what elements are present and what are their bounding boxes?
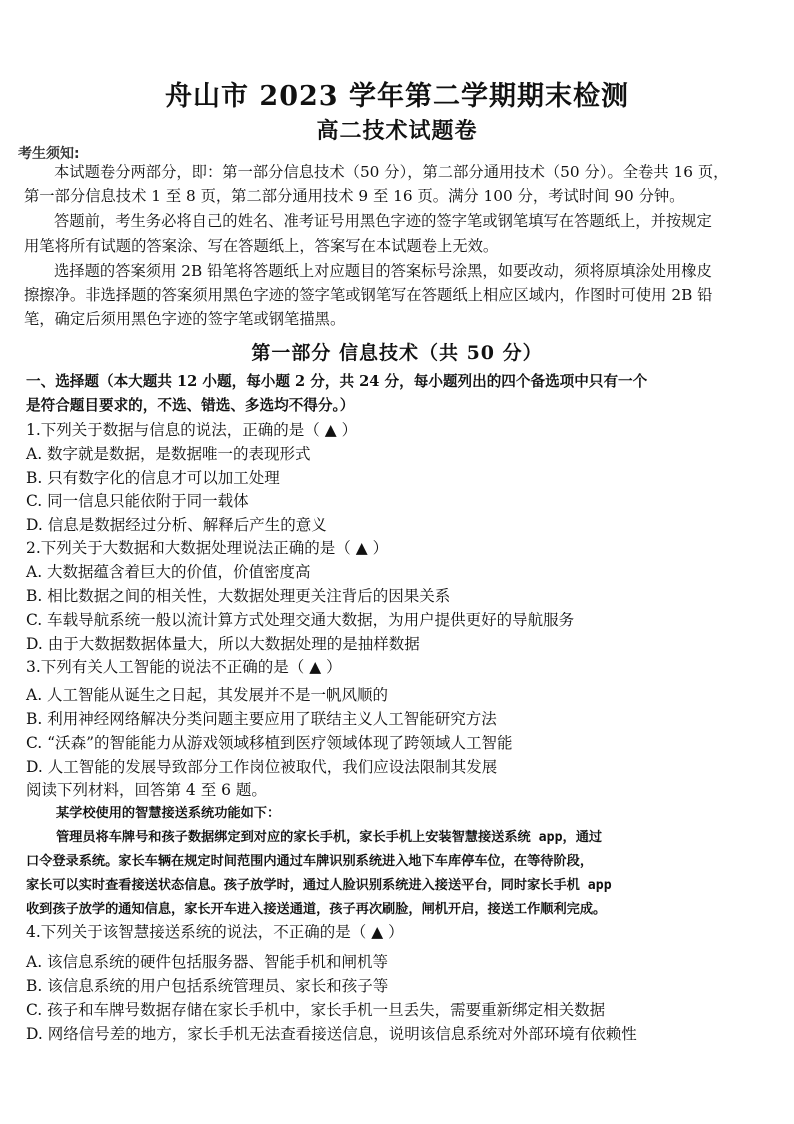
material-line: 管理员将车牌号和孩子数据绑定到对应的家长手机，家长手机上安装智慧接送系统 app，通过: [56, 830, 603, 845]
question-stem: 2.下列关于大数据和大数据处理说法正确的是（ ▲ ）: [26, 539, 389, 557]
notice-line: 用笔将所有试题的答案涂、写在答题纸上，答案写在本试题卷上无效。: [24, 237, 499, 255]
section-title: 第一部分 信息技术（共 50 分）: [251, 342, 543, 364]
notice-line: 擦擦净。非选择题的答案须用黑色字迹的签字笔或钢笔写在答题纸上相应区域内，作图时可使用 2B 铅: [24, 286, 713, 304]
notice-line: 第一部分信息技术 1 至 8 页，第二部分通用技术 9 至 16 页。满分 100 分，考试时间 90 分钟。: [24, 187, 685, 205]
option-d: D. 网络信号差的地方，家长手机无法查看接送信息，说明该信息系统对外部环境有依赖性: [26, 1025, 637, 1043]
instruction-line: 是符合题目要求的，不选、错选、多选均不得分。）: [26, 397, 355, 414]
option-b: B. 利用神经网络解决分类问题主要应用了联结主义人工智能研究方法: [26, 710, 497, 728]
option-d: D. 人工智能的发展导致部分工作岗位被取代，我们应设法限制其发展: [26, 758, 498, 776]
question-stem: 4.下列关于该智慧接送系统的说法，不正确的是（ ▲ ）: [26, 923, 404, 941]
exam-subtitle: 高二技术试题卷: [316, 118, 478, 144]
notice-line: 选择题的答案须用 2B 铅笔将答题纸上对应题目的答案标号涂黑，如要改动，须将原填涂处用橡皮: [54, 262, 712, 280]
notice-line: 答题前，考生务必将自己的姓名、准考证号用黑色字迹的签字笔或钢笔填写在答题纸上，并按规定: [54, 212, 712, 230]
option-a: A. 数字就是数据，是数据唯一的表现形式: [26, 445, 311, 463]
option-b: B. 只有数字化的信息才可以加工处理: [26, 469, 280, 487]
option-d: D. 由于大数据数据体量大，所以大数据处理的是抽样数据: [26, 635, 420, 653]
option-c: C. 孩子和车牌号数据存储在家长手机中，家长手机一旦丢失，需要重新绑定相关数据: [26, 1001, 606, 1019]
exam-title: 舟山市 2023 学年第二学期期末检测: [165, 81, 629, 112]
question-stem: 3.下列有关人工智能的说法不正确的是（ ▲ ）: [26, 658, 342, 676]
option-a: A. 大数据蕴含着巨大的价值，价值密度高: [26, 563, 311, 581]
notice-heading: 考生须知:: [18, 146, 80, 162]
option-c: C. 同一信息只能依附于同一载体: [26, 492, 249, 510]
option-d: D. 信息是数据经过分析、解释后产生的意义: [26, 516, 327, 534]
option-c: C. 车载导航系统一般以流计算方式处理交通大数据，为用户提供更好的导航服务: [26, 611, 575, 629]
reading-intro: 阅读下列材料，回答第 4 至 6 题。: [26, 781, 267, 799]
question-stem: 1.下列关于数据与信息的说法，正确的是（ ▲ ）: [26, 421, 358, 439]
option-c: C. “沃森”的智能能力从游戏领域移植到医疗领域体现了跨领域人工智能: [26, 734, 513, 752]
material-line: 家长可以实时查看接送状态信息。孩子放学时，通过人脸识别系统进入接送平台，同时家长手机 app: [26, 878, 612, 893]
option-a: A. 人工智能从诞生之日起，其发展并不是一帆风顺的: [26, 686, 389, 704]
notice-line: 本试题卷分两部分，即：第一部分信息技术（50 分），第二部分通用技术（50 分）。全卷共 16 页，: [54, 163, 729, 181]
material-line: 某学校使用的智慧接送系统功能如下：: [56, 806, 281, 821]
material-line: 收到孩子放学的通知信息，家长开车进入接送通道，孩子再次刷脸，闸机开启，接送工作顺利完成。: [26, 902, 607, 917]
option-a: A. 该信息系统的硬件包括服务器、智能手机和闸机等: [26, 953, 389, 971]
material-line: 口令登录系统。家长车辆在规定时间范围内通过车牌识别系统进入地下车库停车位，在等待阶段，: [26, 854, 594, 869]
option-b: B. 该信息系统的用户包括系统管理员、家长和孩子等: [26, 977, 389, 995]
option-b: B. 相比数据之间的相关性，大数据处理更关注背后的因果关系: [26, 587, 451, 605]
notice-line: 笔，确定后须用黑色字迹的签字笔或钢笔描黑。: [24, 310, 346, 328]
instruction-line: 一、选择题（本大题共 12 小题，每小题 2 分，共 24 分，每小题列出的四个备选项中只有一个: [26, 373, 648, 390]
